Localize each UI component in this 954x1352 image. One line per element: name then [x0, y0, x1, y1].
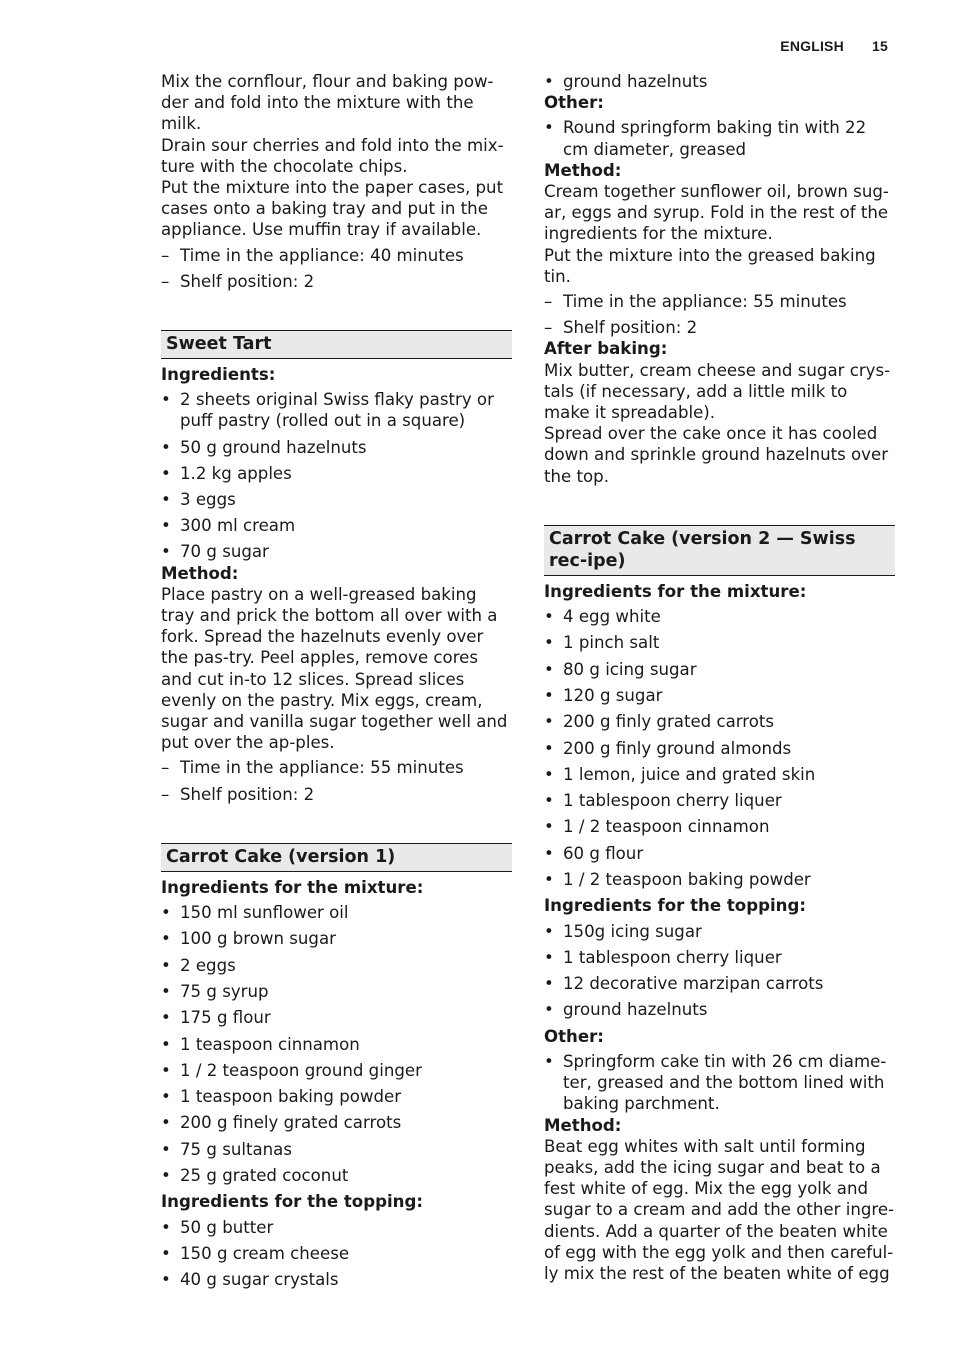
list-item: • 1 / 2 teaspoon cinnamon [544, 816, 895, 837]
sweet-tart-ingredients [161, 389, 512, 562]
note-item: – Shelf position: 2 [161, 271, 512, 292]
section-heading-carrot-cake-2: Carrot Cake (version 2 — Swiss rec-ipe) [544, 525, 895, 576]
list-item: • 175 g flour [161, 1007, 512, 1028]
method-text: Beat egg whites with salt until forming peaks, add the icing sugar and beat to a fest white of egg. Mix the egg yolk and sugar to a cream and add the other ingre-dients. Add a quarter of the beaten white of egg with the egg yolk and then careful-ly mix the rest of the beaten white of egg [544, 1136, 895, 1283]
intro-paragraph: Drain sour cherries and fold into the mix-ture with the chocolate chips. [161, 135, 504, 176]
list-item: • 1 teaspoon baking powder [161, 1086, 512, 1107]
intro-paragraph: Put the mixture into the paper cases, put cases onto a baking tray and put in the appliance. Use muffin tray if available. [161, 178, 504, 240]
carrot-cake-1-notes [544, 291, 895, 338]
page-number: 15 [872, 38, 888, 54]
ingredients-label: Ingredients: [161, 365, 276, 385]
note-item: – Time in the appliance: 55 minutes [161, 757, 512, 778]
list-item: • 1 tablespoon cherry liquer [544, 947, 895, 968]
topping-label: Ingredients for the topping: [544, 896, 806, 916]
method-label: Method: [161, 563, 239, 583]
list-item: • 150g icing sugar [544, 921, 895, 942]
carrot-cake-1-mixture [161, 902, 512, 1186]
list-item: • 2 eggs [161, 955, 512, 976]
list-item: • 75 g syrup [161, 981, 512, 1002]
note-item: – Shelf position: 2 [544, 317, 895, 338]
method-label: Method: [544, 160, 622, 180]
page-header [780, 38, 888, 54]
list-item: • 12 decorative marzipan carrots [544, 973, 895, 994]
list-item: • 100 g brown sugar [161, 928, 512, 949]
intro-paragraph: Mix the cornflour, flour and baking pow-der and fold into the mixture with the milk. [161, 72, 494, 134]
intro-notes [161, 245, 512, 292]
topping-label: Ingredients for the topping: [161, 1192, 423, 1212]
left-column [161, 71, 512, 1295]
list-item: • 150 ml sunflower oil [161, 902, 512, 923]
list-item: • 120 g sugar [544, 685, 895, 706]
list-item: • 1.2 kg apples [161, 463, 512, 484]
list-item: • Round springform baking tin with 22 cm diameter, greased [544, 117, 895, 159]
list-item: • 50 g ground hazelnuts [161, 437, 512, 458]
list-item: • 300 ml cream [161, 515, 512, 536]
list-item: • 75 g sultanas [161, 1139, 512, 1160]
list-item: • 150 g cream cheese [161, 1243, 512, 1264]
list-item: • 200 g finly ground almonds [544, 738, 895, 759]
section-heading-sweet-tart: Sweet Tart [161, 330, 512, 359]
list-item: • 1 / 2 teaspoon baking powder [544, 869, 895, 890]
other-label: Other: [544, 1026, 604, 1046]
after-baking-text: Mix butter, cream cheese and sugar crys-tals (if necessary, add a little milk to make it spreadable). [544, 360, 891, 423]
list-item: • 60 g flour [544, 843, 895, 864]
list-item: • ground hazelnuts [544, 999, 895, 1020]
method-text: Place pastry on a well-greased baking tray and prick the bottom all over with a fork. Spread the hazelnuts evenly over the pas-try. Peel apples, remove cores and cut in-to 12 slices. Spread slices evenly on the pastry. Mix eggs, cream, sugar and vanilla sugar together well and put over the ap-ples. [161, 584, 508, 753]
list-item: • Springform cake tin with 26 cm diame-ter, greased and the bottom lined with baking parchment. [544, 1051, 895, 1115]
list-item: • 4 egg white [544, 606, 895, 627]
list-item: • 1 pinch salt [544, 632, 895, 653]
list-item: • 1 tablespoon cherry liquer [544, 790, 895, 811]
sweet-tart-notes [161, 757, 512, 804]
list-item: • 25 g grated coconut [161, 1165, 512, 1186]
method-text: Cream together sunflower oil, brown sug-ar, eggs and syrup. Fold in the rest of the ingredients for the mixture. [544, 182, 889, 244]
list-item: • 1 lemon, juice and grated skin [544, 764, 895, 785]
list-item: • 200 g finely grated carrots [161, 1112, 512, 1133]
other-list [544, 1051, 895, 1115]
carrot-cake-2-mixture [544, 606, 895, 890]
carrot-cake-1-topping [161, 1217, 512, 1291]
list-item: • 1 teaspoon cinnamon [161, 1034, 512, 1055]
list-item: • 2 sheets original Swiss flaky pastry or puff pastry (rolled out in a square) [161, 389, 512, 431]
other-label: Other: [544, 93, 604, 113]
mixture-label: Ingredients for the mixture: [544, 581, 807, 601]
list-item: • 70 g sugar [161, 541, 512, 562]
list-item: • 3 eggs [161, 489, 512, 510]
mixture-label: Ingredients for the mixture: [161, 877, 424, 897]
method-text: Put the mixture into the greased baking tin. [544, 245, 876, 286]
carrot-cake-2-topping [544, 921, 895, 1021]
note-item: – Time in the appliance: 55 minutes [544, 291, 895, 312]
list-item: • 200 g finly grated carrots [544, 711, 895, 732]
method-label: Method: [544, 1115, 622, 1135]
list-item: • ground hazelnuts [544, 71, 895, 92]
language-label: ENGLISH [780, 38, 844, 54]
note-item: – Time in the appliance: 40 minutes [161, 245, 512, 266]
list-item: • 40 g sugar crystals [161, 1269, 512, 1290]
section-heading-carrot-cake-1: Carrot Cake (version 1) [161, 843, 512, 872]
list-item: • 80 g icing sugar [544, 659, 895, 680]
list-item: • 1 / 2 teaspoon ground ginger [161, 1060, 512, 1081]
topping-continued [544, 71, 895, 92]
list-item: • 50 g butter [161, 1217, 512, 1238]
other-list [544, 117, 895, 159]
after-baking-text: Spread over the cake once it has cooled down and sprinkle ground hazelnuts over the top. [544, 424, 889, 486]
right-column [544, 71, 895, 1284]
after-baking-label: After baking: [544, 339, 668, 359]
note-item: – Shelf position: 2 [161, 784, 512, 805]
